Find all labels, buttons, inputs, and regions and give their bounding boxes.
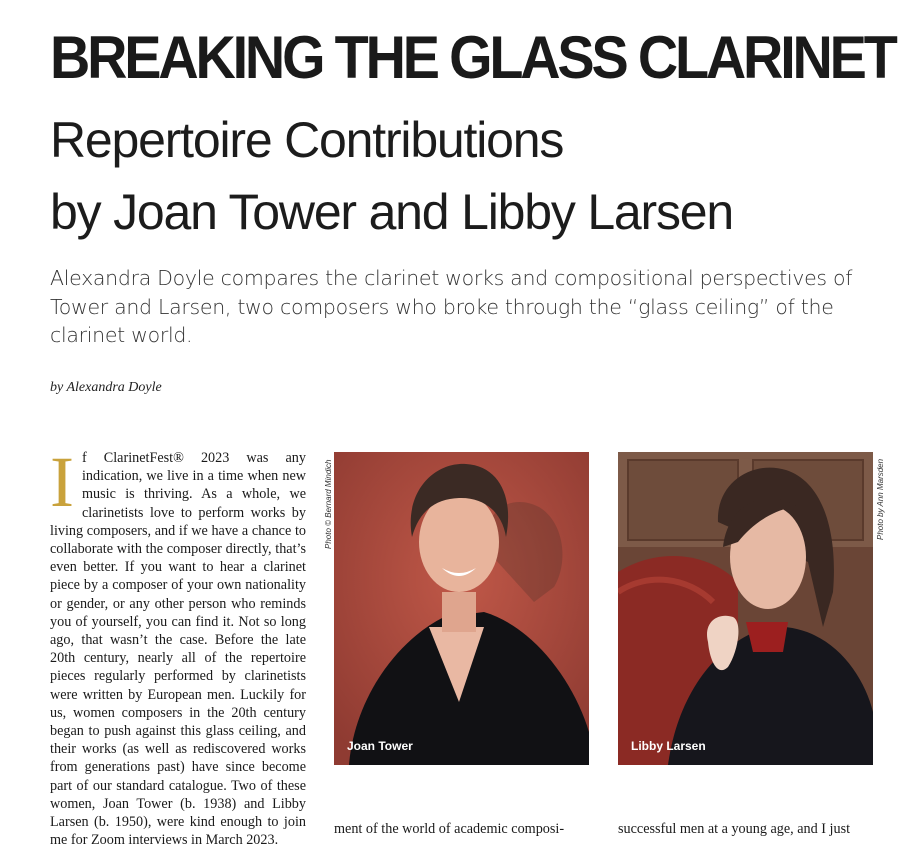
subtitle-line-1: Repertoire Contributions xyxy=(50,112,564,168)
body-column-1 xyxy=(50,442,306,849)
body-column-2-text: ment of the world of academic composi- xyxy=(334,821,565,837)
article-subtitle xyxy=(50,104,910,248)
body-column-1-text: f ClarinetFest® 2023 was any indication, we live in a time when new music is thriving. As a whole, we clarinetists love to perform works by living composers, and if we have a chance to collaborate with the composer directly, that’s even better. If you want to hear a clarinet piece by a composer of your own nationality or gender, or any other person who reminds you of yourself, you can find it. Not so long ago, that wasn’t the case. Before the late 20th century, nearly all of the repertoire pieces regularly performed by clarinetists were written by European men. Luckily for us, women composers in the 20th century began to push against this glass ceiling, and their works (as well as rediscovered works from generations past) have since become part of our standard catalogue. Two of these women, Joan Tower (b. 1938) and Libby Larsen (b. 1950), were kind enough to join me for Zoom interviews in March 2023. xyxy=(50,450,306,849)
portrait-libby-larsen xyxy=(618,452,873,765)
photo-joan-tower xyxy=(334,452,589,765)
article-title: BREAKING THE GLASS CLARINET xyxy=(50,24,895,91)
body-column-3-text: successful men at a young age, and I just xyxy=(618,821,851,837)
article-dek: Alexandra Doyle compares the clarinet works and compositional perspectives of Tower and Larsen, two composers who broke through the “glass ceiling” of the clarinet world. xyxy=(50,266,853,347)
subtitle-line-2: by Joan Tower and Libby Larsen xyxy=(50,184,733,240)
portrait-joan-tower xyxy=(334,452,589,765)
photo-caption-tower: Joan Tower xyxy=(347,739,413,753)
drop-cap: I xyxy=(50,442,74,522)
byline: by Alexandra Doyle xyxy=(50,380,162,395)
photo-credit-tower: Photo © Bernard Mindich xyxy=(324,459,333,549)
photo-caption-larsen: Libby Larsen xyxy=(631,739,706,753)
photo-credit-larsen: Photo by Ann Marsden xyxy=(876,458,885,540)
photo-libby-larsen xyxy=(618,452,873,765)
